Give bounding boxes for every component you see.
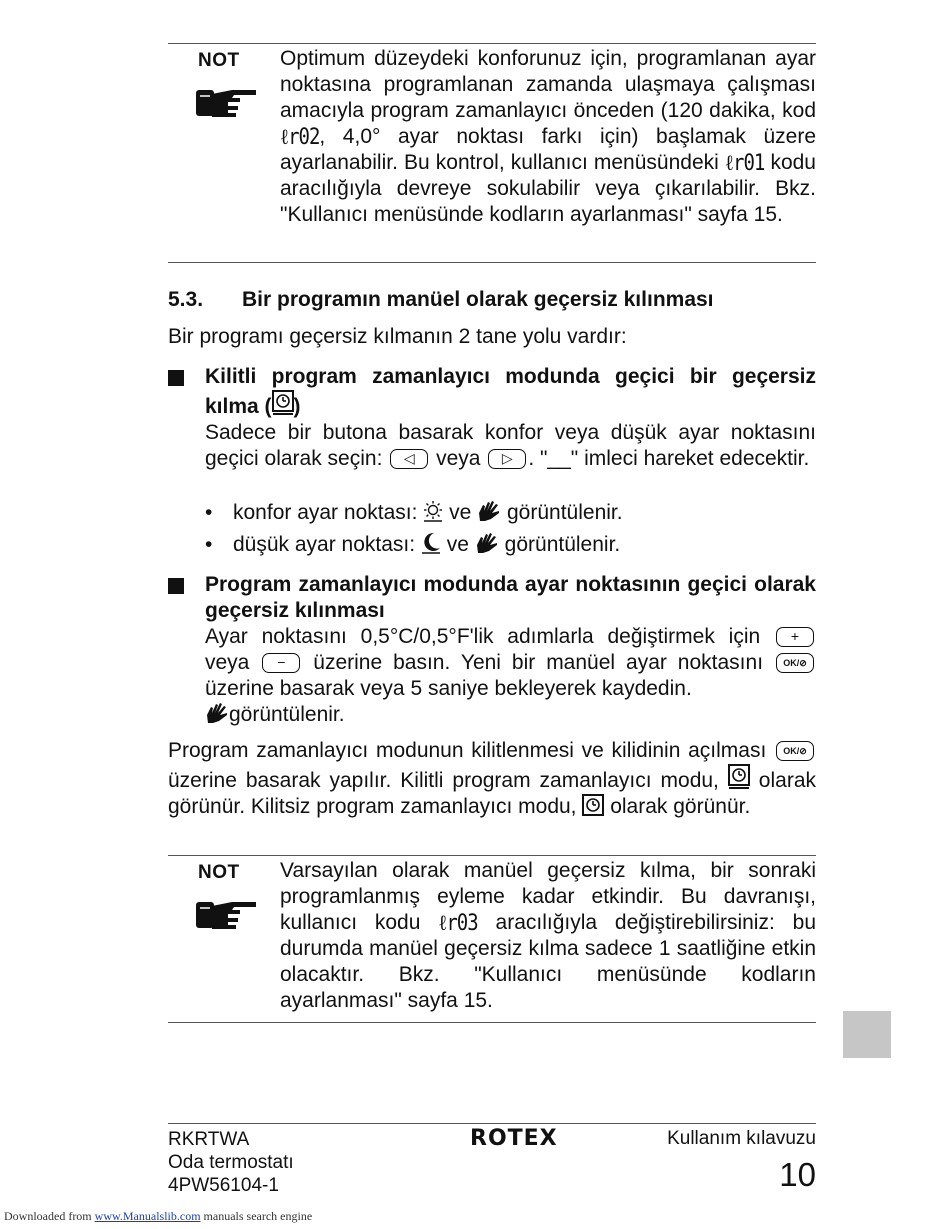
ok-button[interactable]: OK/⊘ [776, 653, 814, 673]
clock-icon [582, 794, 604, 816]
footer-product-info [168, 1128, 294, 1197]
list-item-comfort: • konfor ayar noktası: ve görüntülenir. [205, 501, 623, 524]
bullet-locked-override: Kilitli program zamanlayıcı modunda geçici bir geçersiz kılma ( ) Sadece bir butona basarak konfor veya düşük ayar noktasını geçici olarak seçin: ◁ veya ▷ . "__" imleci hareket edecektir. [205, 365, 816, 470]
manualslib-link[interactable]: www.Manualslib.com [94, 1209, 201, 1223]
model-code: RKRTWA [168, 1129, 250, 1150]
pointing-hand-icon [192, 82, 260, 120]
note-box-2 [168, 855, 816, 1023]
manual-type: Kullanım kılavuzu [667, 1128, 816, 1149]
square-bullet [168, 370, 184, 386]
page-number: 10 [779, 1156, 816, 1193]
code-display: ℓr01 [724, 150, 765, 176]
note-box-1 [168, 43, 816, 263]
pointing-hand-icon [192, 894, 260, 932]
note-label: NOT [198, 50, 240, 71]
square-bullet [168, 578, 184, 594]
manual-hand-icon [205, 702, 229, 724]
manual-hand-icon [477, 500, 501, 522]
ok-button[interactable]: OK/⊘ [776, 741, 814, 761]
note-text: Varsayılan olarak manüel geçersiz kılma, bir sonraki programlanmış eyleme kadar etkindir. Bu davranışı, kullanıcı kodu ℓr03 aracılığıyla değiştirebilirsiniz: bu durumda manüel geçersiz kılma sadece 1 saatliğine etkin olacaktır. Bkz. "Kullanıcı menüsünde kodların ayarlanması" sayfa 15. [280, 859, 816, 1012]
note-label: NOT [198, 862, 240, 883]
lock-paragraph: Program zamanlayıcı modunun kilitlenmesi ve kilidinin açılması OK/⊘ üzerine basarak yapılır. Kilitli program zamanlayıcı modu, olarak görünür. Kilitsiz program zamanlayıcı modu, olarak görünür. [168, 739, 816, 818]
list-item-reduced: • düşük ayar noktası: ve görüntülenir. [205, 533, 621, 556]
chapter-tab [843, 1011, 891, 1058]
plus-button[interactable]: + [776, 627, 814, 647]
bullet-setpoint-override: Program zamanlayıcı modunda ayar noktasının geçici olarak geçersiz kılınması Ayar noktasını 0,5°C/0,5°F'lik adımlarla değiştirmek için + veya − üzerine basın. Yeni bir manüel ayar noktasını OK/⊘ üzerine basarak veya 5 saniye bekleyerek kaydedin. görüntülenir. [205, 573, 816, 726]
download-source: Downloaded from www.Manualslib.com manuals search engine [4, 1209, 313, 1223]
code-display: ℓr03 [438, 910, 478, 936]
section-intro: Bir programı geçersiz kılmanın 2 tane yolu vardır: [168, 325, 627, 348]
footer-divider [168, 1123, 816, 1124]
product-name: Oda termostatı [168, 1152, 294, 1173]
minus-button[interactable]: − [262, 653, 300, 673]
note-text: Optimum düzeydeki konforunuz için, programlanan ayar noktasına programlanan zamanda ulaşmaya çalışması amacıyla program zamanlayıcı önceden (120 dakika, kod ℓr02, 4,0° ayar noktası farkı için) başlamak üzere ayarlanabilir. Bu kontrol, kullanıcı menüsündeki ℓr01 kodu aracılığıyla devreye sokulabilir veya çıkarılabilir. Bkz. "Kullanıcı menüsünde kodların ayarlanması" sayfa 15. [280, 47, 816, 226]
document-code: 4PW56104-1 [168, 1175, 279, 1196]
right-arrow-button[interactable]: ▷ [488, 449, 526, 469]
sun-icon [423, 500, 443, 522]
clock-lock-icon [728, 764, 750, 790]
section-heading: 5.3. Bir programın manüel olarak geçersiz kılınması [168, 288, 714, 311]
moon-icon [421, 532, 441, 554]
clock-lock-icon [272, 390, 294, 416]
left-arrow-button[interactable]: ◁ [390, 449, 428, 469]
code-display: ℓr02 [280, 124, 320, 150]
manual-hand-icon [475, 532, 499, 554]
brand-logo: ROTEX [470, 1126, 558, 1151]
